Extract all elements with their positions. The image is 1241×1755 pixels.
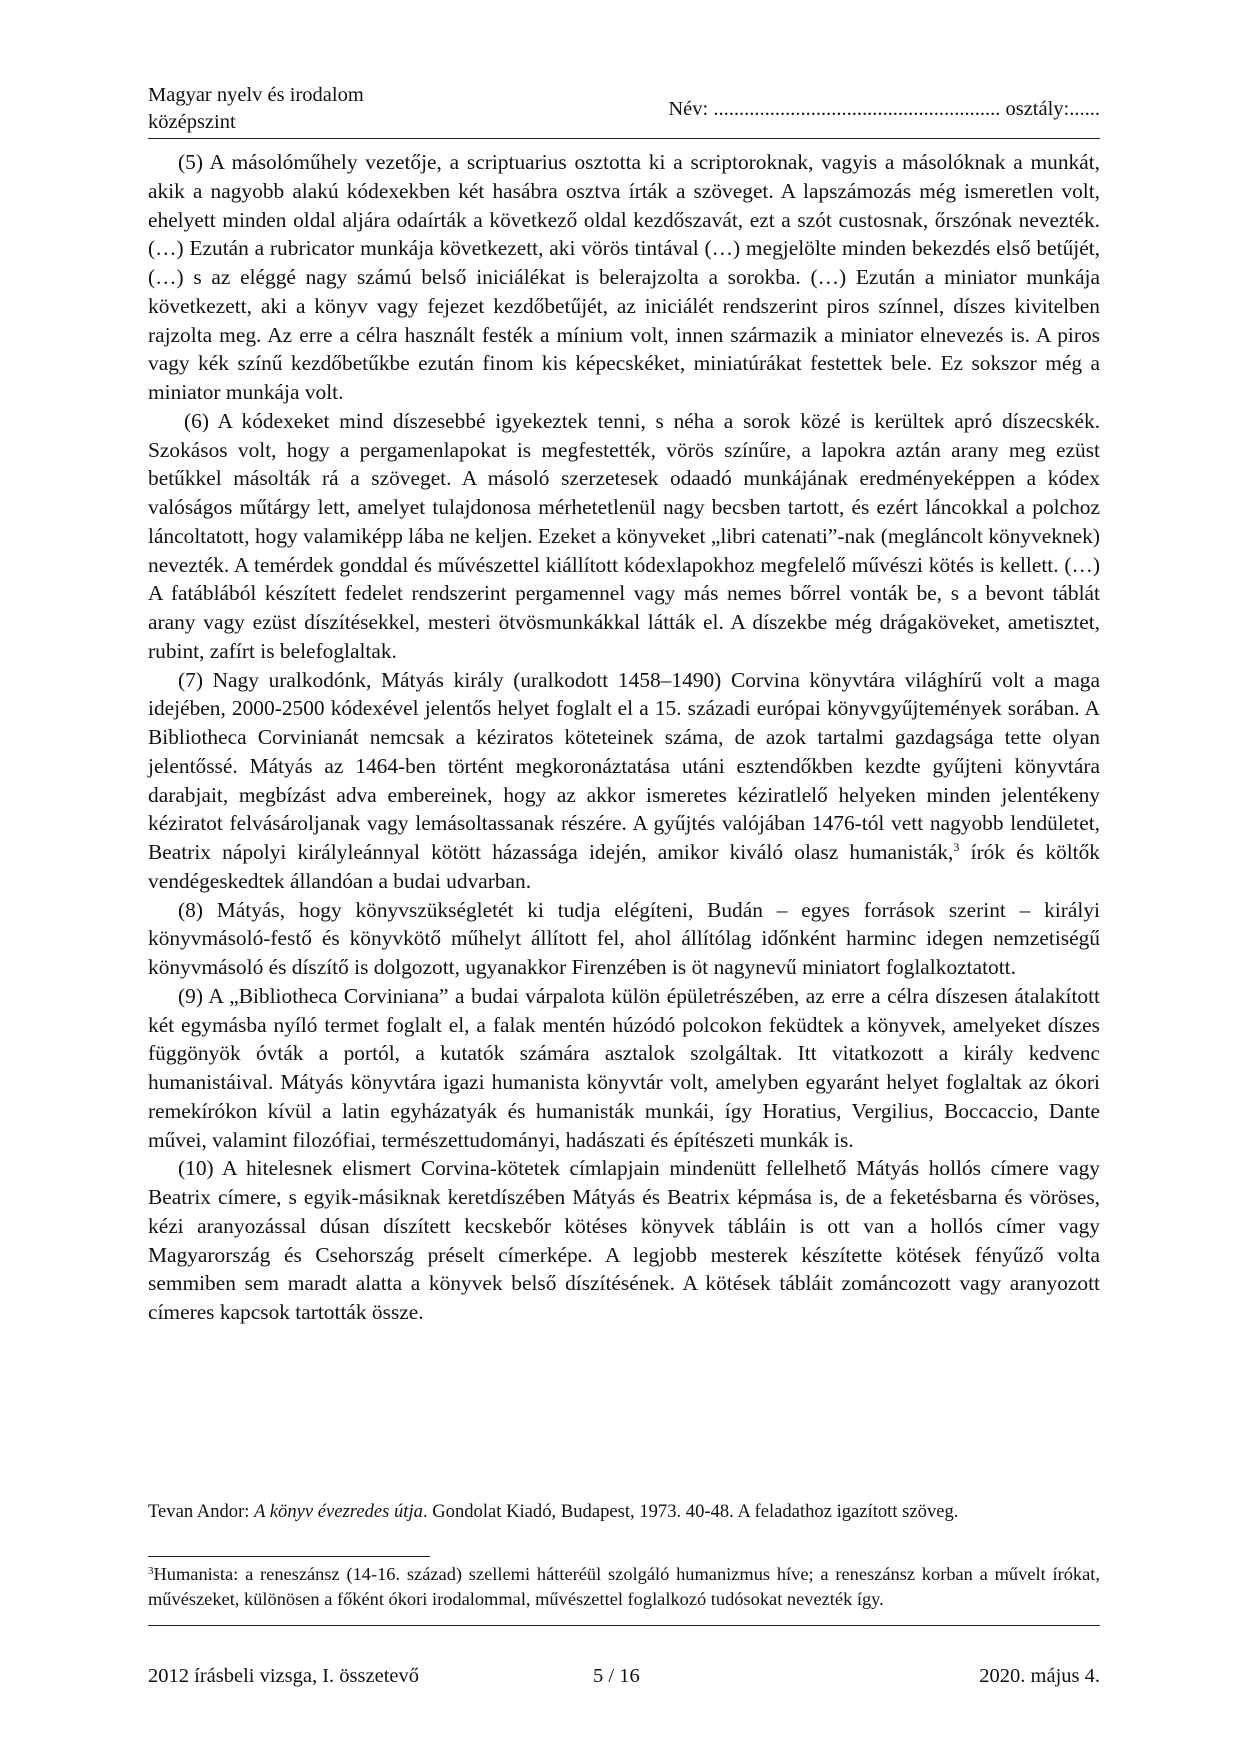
header-subject: Magyar nyelv és irodalom bbox=[148, 84, 364, 106]
source-title: A könyv évezredes útja bbox=[254, 1501, 423, 1522]
paragraph-7-tail: írók és költők vendégeskedtek állandóan a budai udvarban. bbox=[148, 840, 1100, 893]
footnote-reference: 3 bbox=[953, 840, 960, 854]
paragraph-6: (6) A kódexeket mind díszesebbé igyekeztek tenni, s néha a sorok közé is kerültek apró díszecskék. Szokásos volt, hogy a pergamenlapokat is megfestették, vörös színűre, a lapokra aztán arany meg ezüst betűkkel másolták rá a szöveget. A másoló szerzetesek odaadó munkájának eredményeképpen a kódex valóságos műtárgy lett, amelyet tulajdonosa mérhetetlenül nagy becsben tartott, és ezért láncokkal a polchoz láncoltatott, hogy valamiképp lába ne keljen. Ezeket a könyveket „libri catenati”-nak (megláncolt könyveknek) nevezték. A temérdek gonddal és művészettel kiállított kódexlapokhoz megfelelő művészi kötés is kellett. (…) A fatáblából készített fedelet rendszerint pergamennel vagy más nemes bőrrel vonták be, s a bevont táblát arany vagy ezüst díszítésekkel, mesteri ötvösmunkákkal látták el. A díszekbe még drágaköveket, ametisztet, rubint, zafírt is belefoglaltak. bbox=[148, 408, 1100, 663]
main-text bbox=[148, 148, 1100, 1327]
footnote-text: Humanista: a reneszánsz (14-16. század) szellemi hátteréül szolgáló humanizmus híve; a reneszánsz korban a művelt írókat, művészeket, különösen a főként ókori irodalommal, művészettel foglalkozó tudósokat nevezték így. bbox=[148, 1564, 1100, 1609]
header-name-field: Név: ........................................................ osztály:...... bbox=[668, 98, 1100, 120]
paragraph-10: (10) A hitelesnek elismert Corvina-kötetek címlapjain mindenütt fellelhető Mátyás hollós címere vagy Beatrix címere, s egyik-másiknak keretdíszében Mátyás és Beatrix képmása is, de a feketésbarna és vöröses, kézi aranyozással dúsan díszített kecskebőr kötéses könyvek tábláin is ott van a hollós címer vagy Magyarország és Csehország préselt címerképe. A legjobb mesterek készítette kötések fényűző volta semmiben sem maradt alatta a könyvek belső díszítésének. A kötések tábláit zománcozott vagy aranyozott címeres kapcsok tartották össze. bbox=[148, 1156, 1100, 1324]
page-footer bbox=[148, 1662, 1100, 1690]
paragraph-8: (8) Mátyás, hogy könyvszükségletét ki tudja elégíteni, Budán – egyes források szerint – királyi könyvmásoló-festő és könyvkötő műhelyt állított fel, ahol állítólag időnként harminc idegen nemzetiségű könyvmásoló és díszítő is dolgozott, ugyanakkor Firenzében is öt nagynevű miniatort foglalkoztatott. bbox=[148, 897, 1100, 979]
source-author: Tevan Andor: bbox=[148, 1501, 255, 1522]
header-subject-block bbox=[148, 82, 364, 136]
footer-divider bbox=[148, 1625, 1100, 1626]
footer-date: 2020. május 4. bbox=[979, 1665, 1100, 1687]
paragraph-5: (5) A másolóműhely vezetője, a scriptuarius osztotta ki a scriptoroknak, vagyis a másolóknak a munkát, akik a nagyobb alakú kódexekben két hasábra osztva írták a szöveget. A lapszámozás még ismeretlen volt, ehelyett minden oldal aljára odaírták a következő oldal kezdőszavát, ezt a szót custosnak, őrszónak nevezték. (…) Ezután a rubricator munkája következett, aki vörös tintával (…) megjelölte minden bekezdés első betűjét, (…) s az eléggé nagy számú belső iniciálékat is belerajzolta a sorokba. (…) Ezután a miniator munkája következett, aki a könyv vagy fejezet kezdőbetűjét, az iniciálét rendszerint piros színnel, díszes kivitelben rajzolta meg. Az erre a célra használt festék a mínium volt, innen származik a miniator elnevezés is. A piros vagy kék színű kezdőbetűkbe ezután finom kis képecskéket, miniatúrákat festettek bele. Ez sokszor még a miniator munkája volt. bbox=[148, 150, 1100, 404]
footnote-separator bbox=[148, 1556, 430, 1557]
paragraph-9: (9) A „Bibliotheca Corviniana” a budai várpalota külön épületrészében, az erre a célra díszesen átalakított két egymásba nyíló termet foglalt el, a falak mentén húzódó polcokon feküdtek a könyvek, amelyeket díszes függönyök óvták a portól, a kutatók számára asztalok szolgáltak. Itt vitatkozott a király kedvenc humanistáival. Mátyás könyvtára igazi humanista könyvtár volt, amelyben egyaránt helyet foglaltak az ókori remekírókon kívül a latin egyházatyák és humanisták munkái, így Horatius, Vergilius, Boccaccio, Dante művei, valamint filozófiai, természettudományi, hadászati és építészeti munkák is. bbox=[148, 983, 1100, 1152]
header-level: középszint bbox=[148, 111, 236, 133]
source-citation bbox=[148, 1500, 1100, 1524]
footer-exam: 2012 írásbeli vizsga, I. összetevő bbox=[148, 1665, 419, 1687]
paragraph-7-text: (7) Nagy uralkodónk, Mátyás király (uralkodott 1458–1490) Corvina könyvtára világhírű volt a maga idejében, 2000-2500 kódexével jelentős helyet foglalt el a 15. századi európai könyvgyűjtemények sorában. A Bibliotheca Corvinianát nemcsak a kéziratos köteteinek száma, de azok tartalmi gazdagsága tette olyan jelentőssé. Mátyás az 1464-ben történt megkoronáztatása utáni esztendőkben kezdte gyűjteni könyvtára darabjait, megbízást adva embereinek, hogy az akkor ismeretes kéziratlelő helyeken minden jelentékeny kéziratot felvásároljanak vagy lemásoltassanak részére. A gyűjtés valójában 1476-tól vett nagyobb lendületet, Beatrix nápolyi királyleánnyal kötött házassága idején, amikor kiváló olasz humanisták, bbox=[148, 667, 1100, 864]
footnote bbox=[148, 1562, 1100, 1611]
source-details: . Gondolat Kiadó, Budapest, 1973. 40-48. A feladathoz igazított szöveg. bbox=[422, 1501, 959, 1522]
footer-page-number: 5 / 16 bbox=[593, 1665, 640, 1687]
paragraph-7 bbox=[148, 666, 1100, 896]
page-header bbox=[148, 80, 1100, 139]
footnote-marker: 3 bbox=[148, 1565, 154, 1577]
